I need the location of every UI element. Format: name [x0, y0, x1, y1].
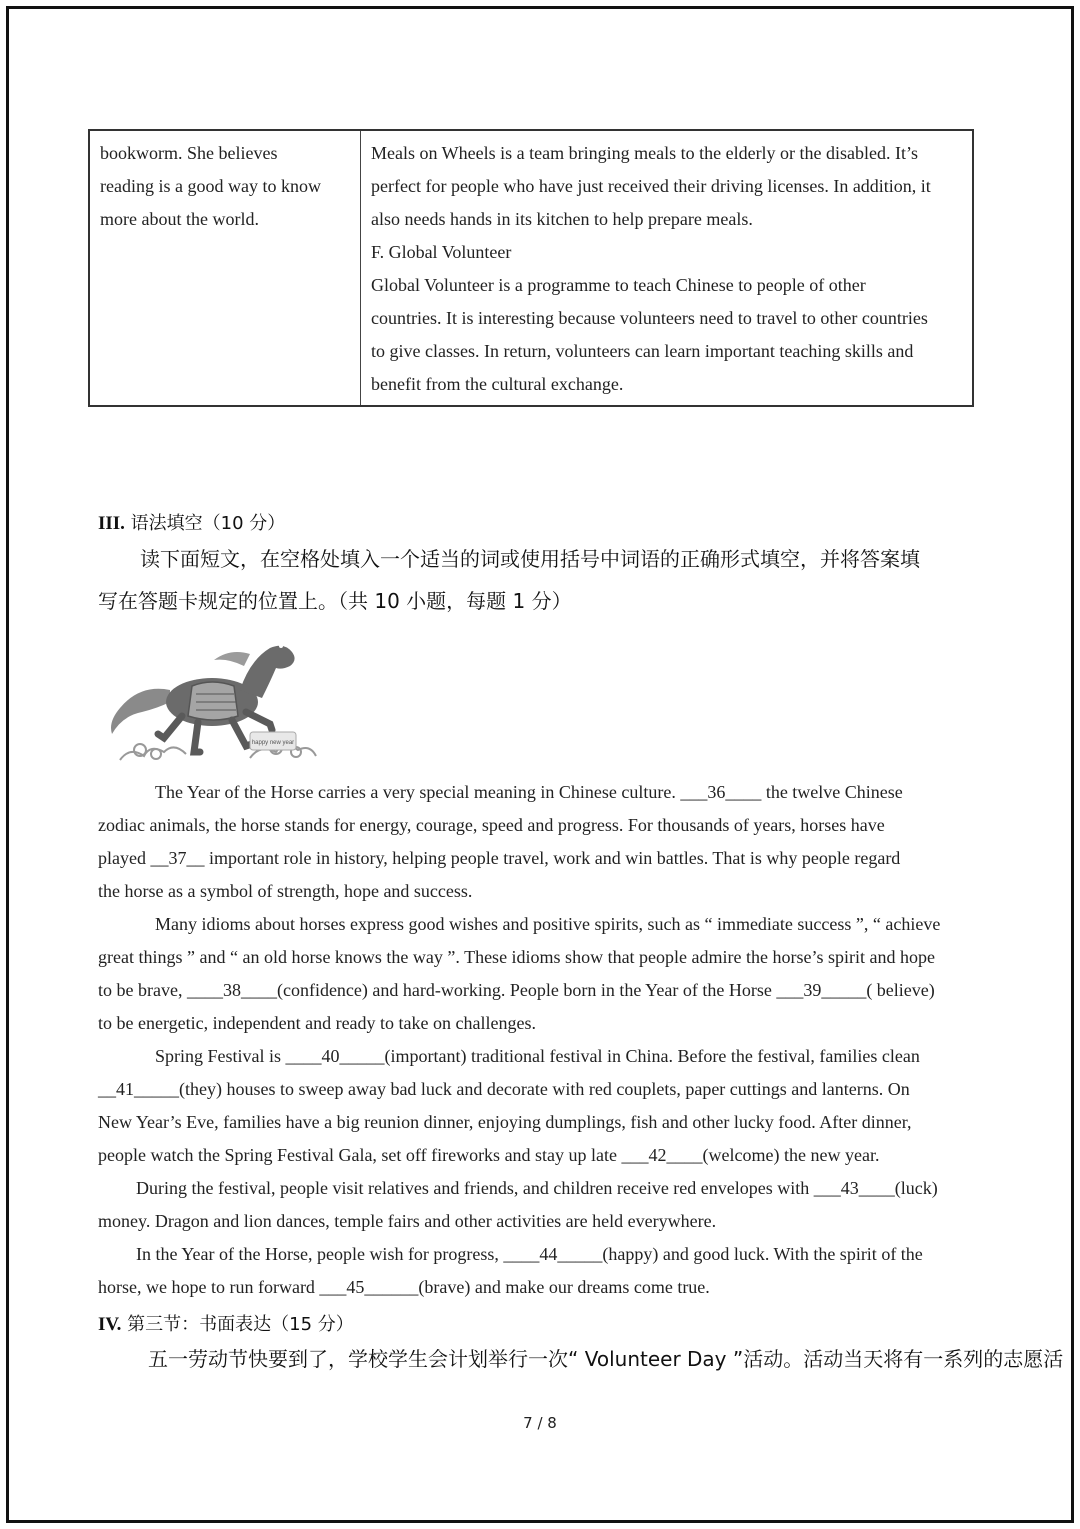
instruction-line: 写在答题卡规定的位置上。（共 10 小题，每题 1 分） [98, 589, 572, 613]
table-right-line: benefit from the cultural exchange. [371, 374, 624, 394]
table-right-line: also needs hands in its kitchen to help prepare meals. [371, 209, 753, 229]
table-right-line: to give classes. In return, volunteers can learn important teaching skills and [371, 341, 914, 361]
section-4-numeral: IV. [98, 1314, 122, 1335]
passage-line: people watch the Spring Festival Gala, set off fireworks and stay up late ___42____(welcome) the new year. [98, 1145, 880, 1165]
passage-line: During the festival, people visit relatives and friends, and children receive red envelopes with ___43____(luck) [136, 1178, 938, 1198]
section-3-heading [98, 509, 285, 535]
section-4-heading [98, 1310, 354, 1336]
passage-line: New Year’s Eve, families have a big reunion dinner, enjoying dumplings, fish and other lucky food. After dinner, [98, 1112, 912, 1132]
page-number: 7 / 8 [523, 1414, 557, 1432]
table-right-line: Meals on Wheels is a team bringing meals to the elderly or the disabled. It’s [371, 143, 919, 163]
passage-line: to be brave, ____38____(confidence) and hard-working. People born in the Year of the Horse ___39_____( believe) [98, 980, 935, 1000]
passage-line: great things ” and “ an old horse knows the way ”. These idioms show that people admire the horse’s spirit and hope [98, 947, 935, 967]
table-right-line: countries. It is interesting because volunteers need to travel to other countries [371, 308, 928, 328]
section-4-instructions [98, 1338, 1064, 1380]
grammar-passage [98, 776, 998, 1304]
section-3-instructions [98, 538, 998, 622]
horse-illustration [100, 632, 340, 772]
table-right-line: Global Volunteer is a programme to teach Chinese to people of other [371, 275, 866, 295]
table-right-line: perfect for people who have just received their driving licenses. In addition, it [371, 176, 931, 196]
passage-line: the horse as a symbol of strength, hope and success. [98, 881, 473, 901]
passage-line: The Year of the Horse carries a very special meaning in Chinese culture. ___36____ the twelve Chinese [155, 782, 903, 802]
section-3-numeral: III. [98, 513, 125, 534]
passage-line: money. Dragon and lion dances, temple fairs and other activities are held everywhere. [98, 1211, 717, 1231]
table-left-line: more about the world. [100, 209, 259, 229]
options-table [88, 129, 974, 407]
passage-line: Spring Festival is ____40_____(important) traditional festival in China. Before the festival, families clean [155, 1046, 920, 1066]
table-cell-left [89, 130, 361, 406]
section-3-title: 语法填空（10 分） [130, 513, 286, 534]
table-left-line: reading is a good way to know [100, 176, 321, 196]
passage-line: to be energetic, independent and ready to take on challenges. [98, 1013, 536, 1033]
passage-line: played __37__ important role in history, helping people travel, work and win battles. That is why people regard [98, 848, 901, 868]
table-cell-right [361, 130, 974, 406]
table-right-line: F. Global Volunteer [371, 242, 512, 262]
passage-line: Many idioms about horses express good wishes and positive spirits, such as “ immediate success ”, “ achieve [155, 914, 941, 934]
passage-line: horse, we hope to run forward ___45______(brave) and make our dreams come true. [98, 1277, 710, 1297]
passage-line: In the Year of the Horse, people wish for progress, ____44_____(happy) and good luck. With the spirit of the [136, 1244, 923, 1264]
passage-line: zodiac animals, the horse stands for energy, courage, speed and progress. For thousands of years, horses have [98, 815, 885, 835]
table-left-line: bookworm. She believes [100, 143, 278, 163]
section-4-title: 第三节：书面表达（15 分） [127, 1314, 354, 1335]
illustration-caption: happy new year [251, 740, 295, 746]
instruction-line: 读下面短文，在空格处填入一个适当的词或使用括号中词语的正确形式填空，并将答案填 [140, 547, 920, 571]
passage-line: __41_____(they) houses to sweep away bad luck and decorate with red couplets, paper cuttings and lanterns. On [98, 1079, 910, 1099]
instruction-line: 五一劳动节快要到了，学校学生会计划举行一次“ Volunteer Day ”活动。活动当天将有一系列的志愿活 [148, 1347, 1064, 1371]
